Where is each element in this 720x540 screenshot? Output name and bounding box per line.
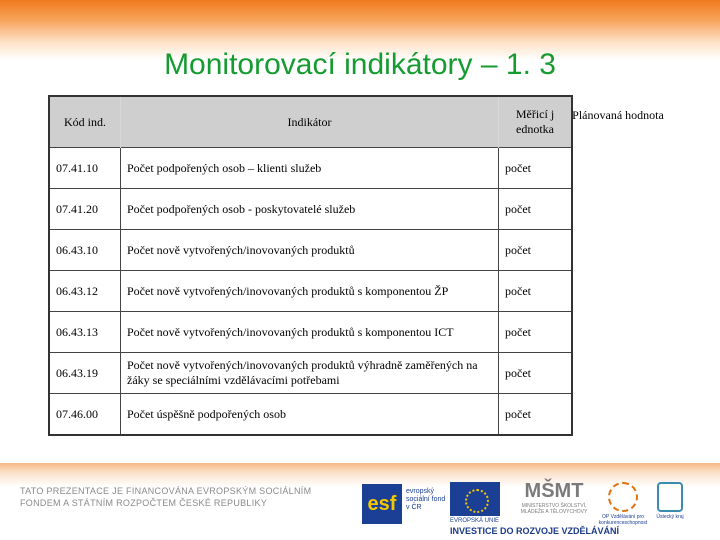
cell-unit: počet bbox=[499, 230, 573, 271]
cell-unit: počet bbox=[499, 189, 573, 230]
header-indicator: Indikátor bbox=[121, 96, 499, 148]
table-row bbox=[49, 353, 572, 394]
cell-code: 07.46.00 bbox=[49, 394, 121, 436]
cell-indicator: Počet podpořených osob - poskytovatelé služeb bbox=[121, 189, 499, 230]
table-row bbox=[49, 394, 572, 436]
eu-flag-icon bbox=[450, 482, 500, 516]
cell-code: 06.43.13 bbox=[49, 312, 121, 353]
table-row bbox=[49, 189, 572, 230]
footer-funding-text: TATO PREZENTACE JE FINANCOVÁNA EVROPSKÝM SOCIÁLNÍM FONDEM A STÁTNÍM ROZPOČTEM ČESKÉ REPUBLIKY bbox=[20, 486, 312, 508]
msmt-logo: MŠMT MINISTERSTVO ŠKOLSTVÍ, MLÁDEŽE A TĚLOVÝCHOVY bbox=[520, 480, 588, 515]
cell-code: 06.43.19 bbox=[49, 353, 121, 394]
table-row bbox=[49, 312, 572, 353]
cell-indicator: Počet nově vytvořených/inovovaných produktů výhradně zaměřených na žáky se speciálními vzdělávacími potřebami bbox=[121, 353, 499, 394]
header-planned-value: Plánovaná hodnota bbox=[572, 108, 664, 122]
cell-code: 06.43.10 bbox=[49, 230, 121, 271]
ustecky-kraj-logo: Ústecký kraj bbox=[652, 482, 688, 532]
op-vk-icon bbox=[608, 482, 638, 512]
cell-code: 07.41.20 bbox=[49, 189, 121, 230]
eu-flag-logo: EVROPSKÁ UNIE bbox=[450, 482, 502, 532]
op-vk-logo: OP Vzdělávání pro konkurenceschopnost bbox=[598, 482, 648, 532]
cell-code: 06.43.12 bbox=[49, 271, 121, 312]
cell-indicator: Počet nově vytvořených/inovovaných produktů bbox=[121, 230, 499, 271]
table-row bbox=[49, 148, 572, 189]
table-row bbox=[49, 271, 572, 312]
cell-unit: počet bbox=[499, 353, 573, 394]
kraj-shield-icon bbox=[657, 482, 683, 512]
cell-indicator: Počet nově vytvořených/inovovaných produktů s komponentou ICT bbox=[121, 312, 499, 353]
cell-indicator: Počet nově vytvořených/inovovaných produktů s komponentou ŽP bbox=[121, 271, 499, 312]
cell-unit: počet bbox=[499, 148, 573, 189]
header-code: Kód ind. bbox=[49, 96, 121, 148]
cell-unit: počet bbox=[499, 312, 573, 353]
invest-slogan: INVESTICE DO ROZVOJE VZDĚLÁVÁNÍ bbox=[450, 526, 620, 536]
cell-code: 07.41.10 bbox=[49, 148, 121, 189]
cell-indicator: Počet podpořených osob – klienti služeb bbox=[121, 148, 499, 189]
indicator-table bbox=[48, 95, 573, 436]
table-header-row bbox=[49, 96, 572, 148]
page-title: Monitorovací indikátory – 1. 3 bbox=[164, 48, 556, 81]
header-unit: Měřicí jednotka bbox=[499, 96, 573, 148]
cell-unit: počet bbox=[499, 271, 573, 312]
esf-logo: esf evropský sociální fond v ČR bbox=[362, 480, 444, 524]
cell-unit: počet bbox=[499, 394, 573, 436]
cell-indicator: Počet úspěšně podpořených osob bbox=[121, 394, 499, 436]
table-row bbox=[49, 230, 572, 271]
